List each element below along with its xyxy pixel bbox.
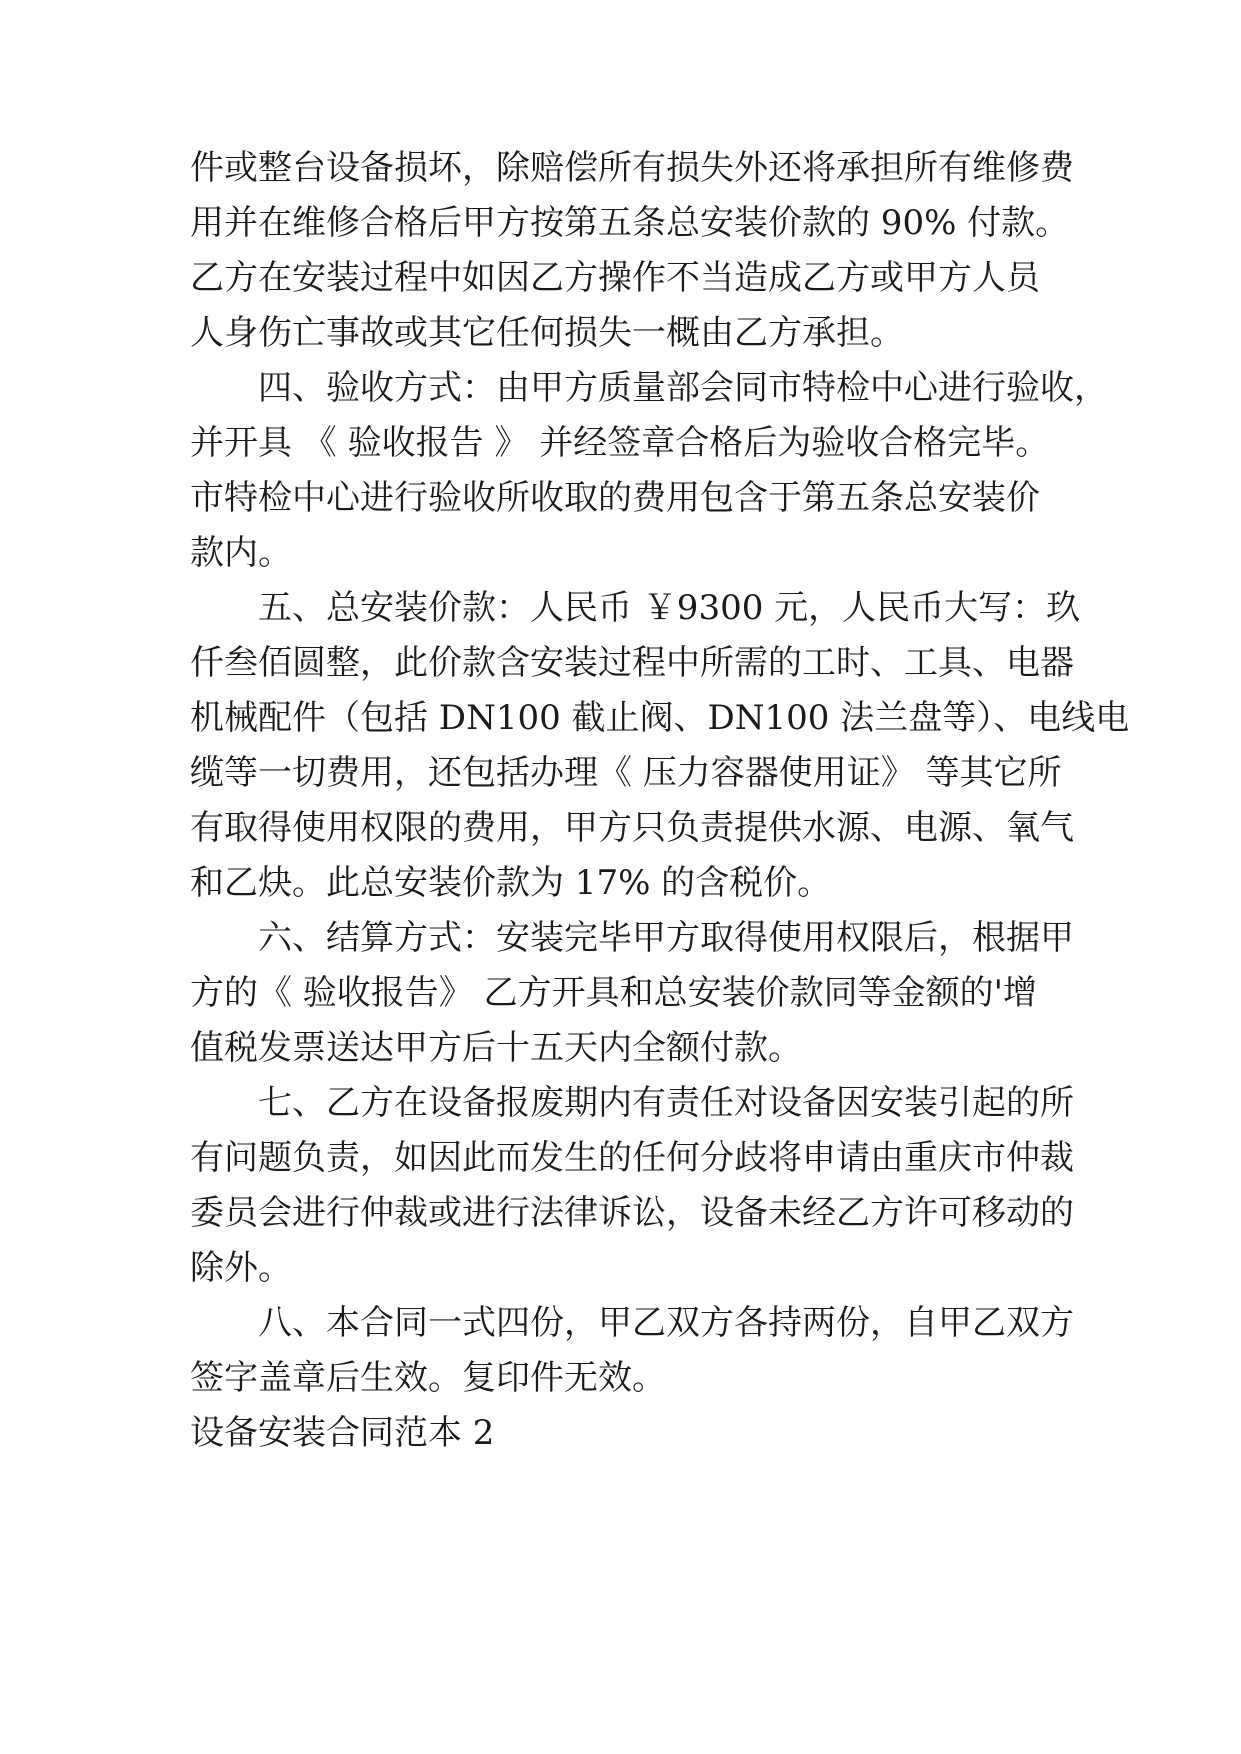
text-line: 件或整台设备损坏，除赔偿所有损失外还将承担所有维修费	[190, 148, 1074, 188]
text-line: 款内。	[190, 533, 292, 573]
text-line: 机械配件（包括 DN100 截止阀、DN100 法兰盘等）、电线电	[190, 698, 1130, 738]
clause-7-heading: 七、乙方在设备报废期内有责任对设备因安装引起的所	[258, 1083, 1074, 1123]
text-line: 人身伤亡事故或其它任何损失一概由乙方承担。	[190, 313, 904, 353]
text-line: 乙方在安装过程中如因乙方操作不当造成乙方或甲方人员	[190, 258, 1040, 298]
clause-4-heading: 四、验收方式：由甲方质量部会同市特检中心进行验收，	[258, 368, 1108, 408]
text-line: 除外。	[190, 1248, 292, 1288]
text-line: 缆等一切费用，还包括办理《 压力容器使用证》 等其它所	[190, 753, 1062, 793]
text-line: 有问题负责，如因此而发生的任何分歧将申请由重庆市仲裁	[190, 1138, 1074, 1178]
text-line: 并开具 《 验收报告 》 并经签章合格后为验收合格完毕。	[190, 423, 1050, 463]
text-line: 委员会进行仲裁或进行法律诉讼，设备未经乙方许可移动的	[190, 1193, 1074, 1233]
text-line: 值税发票送达甲方后十五天内全额付款。	[190, 1028, 802, 1068]
clause-6-heading: 六、结算方式：安装完毕甲方取得使用权限后，根据甲	[258, 918, 1074, 958]
text-line: 和乙炔。此总安装价款为 17% 的含税价。	[190, 863, 832, 903]
text-line: 有取得使用权限的费用，甲方只负责提供水源、电源、氧气	[190, 808, 1074, 848]
clause-8-heading: 八、本合同一式四份，甲乙双方各持两份，自甲乙双方	[258, 1303, 1074, 1343]
text-line: 市特检中心进行验收所收取的费用包含于第五条总安装价	[190, 478, 1040, 518]
text-line: 仟叁佰圆整，此价款含安装过程中所需的工时、工具、电器	[190, 643, 1074, 683]
clause-5-heading: 五、总安装价款：人民币 ￥9300 元，人民币大写：玖	[258, 588, 1081, 628]
section-title: 设备安装合同范本 2	[190, 1413, 495, 1453]
text-line: 方的《 验收报告》 乙方开具和总安装价款同等金额的'增	[190, 973, 1037, 1013]
text-line: 签字盖章后生效。复印件无效。	[190, 1358, 666, 1398]
text-line: 用并在维修合格后甲方按第五条总安装价款的 90% 付款。	[190, 203, 1070, 243]
